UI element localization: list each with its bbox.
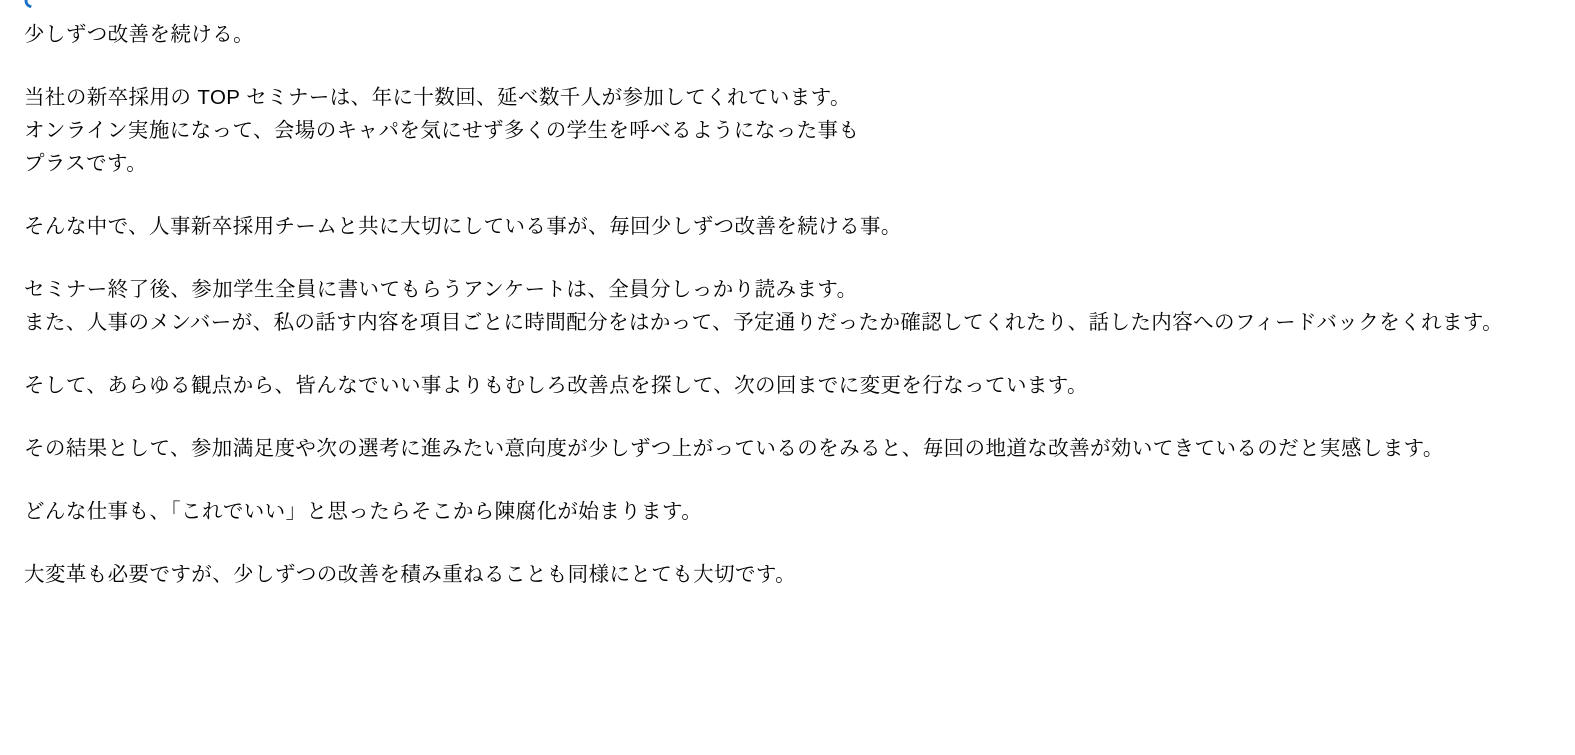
text-line: オンライン実施になって、会場のキャパを気にせず多くの学生を呼べるようになった事も bbox=[24, 119, 860, 142]
paragraph-team-value bbox=[24, 210, 1551, 243]
text-line: どんな仕事も、「これでいい」と思ったらそこから陳腐化が始まります。 bbox=[24, 500, 703, 523]
paragraph-gap bbox=[24, 402, 1551, 432]
paragraph-gap bbox=[24, 528, 1551, 558]
paragraph-gap bbox=[24, 180, 1551, 210]
text-line: その結果として、参加満足度や次の選考に進みたい意向度が少しずつ上がっているのをみると、毎回の地道な改善が効いてきているのだと実感します。 bbox=[24, 437, 1444, 460]
paragraph-improvement-points bbox=[24, 369, 1551, 402]
paragraph-gap bbox=[24, 243, 1551, 273]
text-line: セミナー終了後、参加学生全員に書いてもらうアンケートは、全員分しっかり読みます。 bbox=[24, 278, 858, 301]
text-line: プラスです。 bbox=[24, 152, 148, 175]
text-line: そして、あらゆる観点から、皆んなでいい事よりもむしろ改善点を探して、次の回までに変更を行なっています。 bbox=[24, 374, 1088, 397]
paragraph-closing bbox=[24, 558, 1551, 591]
text-line: また、人事のメンバーが、私の話す内容を項目ごとに時間配分をはかって、予定通りだったか確認してくれたり、話した内容へのフィードバックをくれます。 bbox=[24, 311, 1504, 334]
document-body bbox=[24, 0, 1551, 591]
paragraph-gap bbox=[24, 51, 1551, 81]
paragraph-seminar-intro bbox=[24, 81, 1551, 180]
text-line: 当社の新卒採用の TOP セミナーは、年に十数回、延べ数千人が参加してくれています。 bbox=[24, 86, 851, 109]
heading-line bbox=[24, 18, 1551, 51]
paragraph-obsolescence bbox=[24, 495, 1551, 528]
text-line: 少しずつ改善を続ける。 bbox=[24, 23, 255, 46]
paragraph-survey-feedback bbox=[24, 273, 1551, 339]
text-line: そんな中で、人事新卒採用チームと共に大切にしている事が、毎回少しずつ改善を続ける事。 bbox=[24, 215, 902, 238]
paragraph-results bbox=[24, 432, 1551, 465]
paragraph-gap bbox=[24, 339, 1551, 369]
paragraph-gap bbox=[24, 465, 1551, 495]
text-line: 大変革も必要ですが、少しずつの改善を積み重ねることも同様にとても大切です。 bbox=[24, 563, 797, 586]
